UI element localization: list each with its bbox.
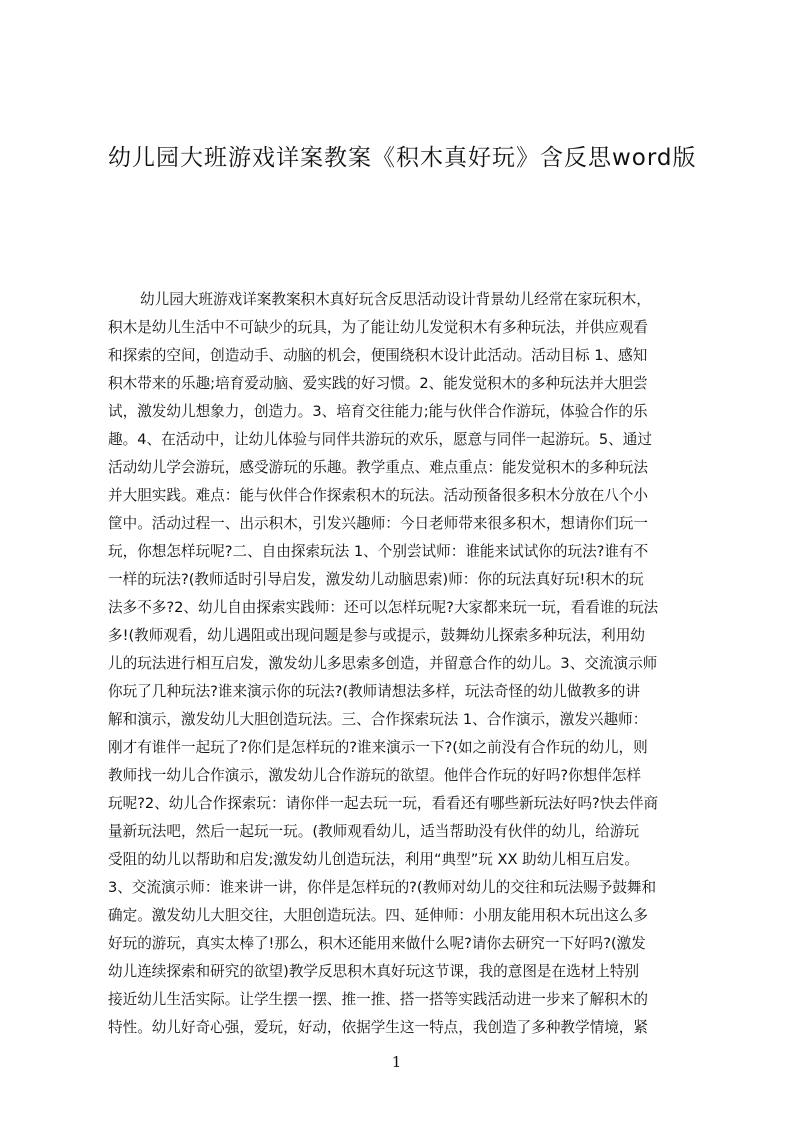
- body-line: 玩，你想怎样玩呢?二、自由探索玩法 1、个别尝试师：谁能来试试你的玩法?谁有不: [108, 543, 649, 560]
- body-line: 确定。激发幼儿大胆交往，大胆创造玩法。四、延伸师：小朋友能用积木玩出这么多: [108, 907, 648, 924]
- body-line: 并大胆实践。难点：能与伙伴合作探索积木的玩法。活动预备很多积木分放在八个小: [108, 487, 648, 504]
- body-line: 积木是幼儿生活中不可缺少的玩具，为了能让幼儿发觉积木有多种玩法，并供应观看: [108, 319, 648, 336]
- body-line: 接近幼儿生活实际。让学生摆一摆、推一推、搭一搭等实践活动进一步来了解积木的: [108, 991, 648, 1008]
- body-line: 受阻的幼儿以帮助和启发;激发幼儿创造玩法，利用“典型”玩 XX 助幼儿相互启发。: [108, 851, 639, 868]
- body-line: 和探索的空间，创造动手、动脑的机会，便围绕积木设计此活动。活动目标 1、感知: [108, 347, 648, 364]
- page-number: 1: [391, 1053, 402, 1071]
- body-line: 量新玩法吧，然后一起玩一玩。(教师观看幼儿，适当帮助没有伙伴的幼儿，给游玩: [108, 823, 640, 840]
- body-line: 一样的玩法?(教师适时引导启发，激发幼儿动脑思索)师：你的玩法真好玩!积木的玩: [108, 571, 644, 588]
- body-line: 特性。幼儿好奇心强，爱玩，好动，依据学生这一特点，我创造了多种教学情境，紧: [108, 1019, 648, 1036]
- body-line: 你玩了几种玩法?谁来演示你的玩法?(教师请想法多样，玩法奇怪的幼儿做教多的讲: [108, 683, 640, 700]
- body-line: 幼儿连续探索和研究的欲望)教学反思积木真好玩这节课，我的意图是在选材上特别: [108, 963, 640, 980]
- body-line: 3、交流演示师：谁来讲一讲，你伴是怎样玩的?(教师对幼儿的交往和玩法赐予鼓舞和: [108, 879, 657, 896]
- body-line: 活动幼儿学会游玩，感受游玩的乐趣。教学重点、难点重点：能发觉积木的多种玩法: [108, 459, 648, 476]
- body-line: 教师找一幼儿合作演示，激发幼儿合作游玩的欲望。他伴合作玩的好吗?你想伴怎样: [108, 767, 642, 784]
- body-line: 积木带来的乐趣;培育爱动脑、爱实践的好习惯。2、能发觉积木的多种玩法并大胆尝: [108, 375, 648, 392]
- body-line: 解和演示，激发幼儿大胆创造玩法。三、合作探索玩法 1、合作演示，激发兴趣师：: [108, 711, 648, 728]
- document-title: 幼儿园大班游戏详案教案《积木真好玩》含反思word版: [108, 145, 697, 171]
- body-line: 儿的玩法进行相互启发，激发幼儿多思索多创造，并留意合作的幼儿。3、交流演示师: [108, 655, 658, 672]
- body-line: 好玩的游玩，真实太棒了!那么，积木还能用来做什么呢?请你去研究一下好吗?(激发: [108, 935, 646, 952]
- body-line: 刚才有谁伴一起玩了?你们是怎样玩的?谁来演示一下?(如之前没有合作玩的幼儿，则: [108, 739, 648, 756]
- body-line: 多!(教师观看，幼儿遇阻或出现问题是参与或提示，鼓舞幼儿探索多种玩法，利用幼: [108, 627, 645, 644]
- body-line: 筐中。活动过程一、出示积木，引发兴趣师：今日老师带来很多积木，想请你们玩一: [108, 515, 648, 532]
- document-body: [108, 286, 697, 1042]
- body-line: 趣。4、在活动中，让幼儿体验与同伴共游玩的欢乐，愿意与同伴一起游玩。5、通过: [108, 431, 652, 448]
- body-line: 玩呢?2、幼儿合作探索玩：请你伴一起去玩一玩，看看还有哪些新玩法好吗?快去伴商: [108, 795, 659, 812]
- body-line: 法多不多?2、幼儿自由探索实践师：还可以怎样玩呢?大家都来玩一玩，看看谁的玩法: [108, 599, 659, 616]
- body-line: 幼儿园大班游戏详案教案积木真好玩含反思活动设计背景幼儿经常在家玩积木，: [140, 291, 651, 308]
- body-line: 试，激发幼儿想象力，创造力。3、培育交往能力;能与伙伴合作游玩，体验合作的乐: [108, 403, 648, 420]
